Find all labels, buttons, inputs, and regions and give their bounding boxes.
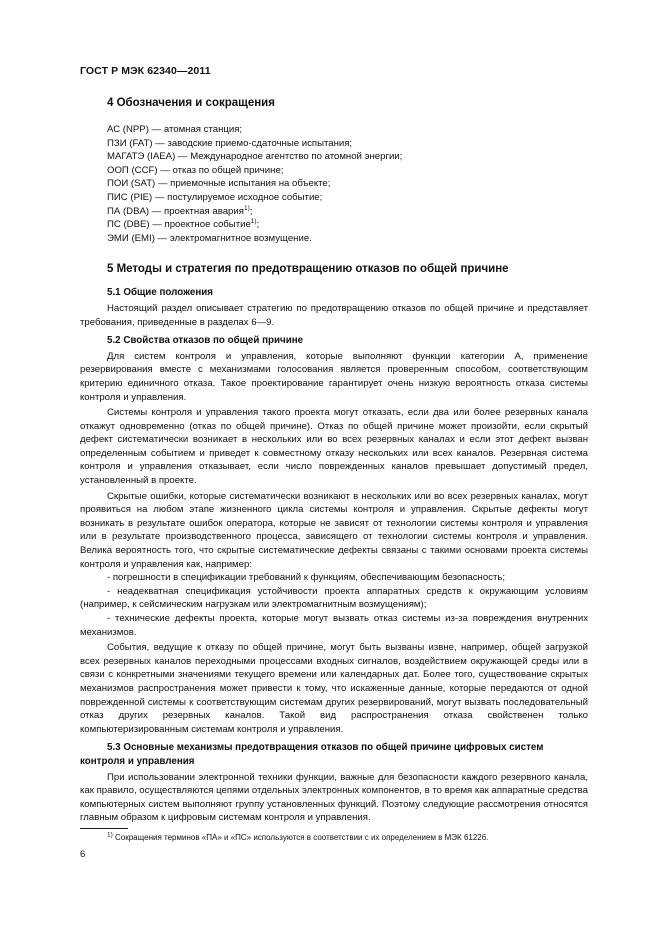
paragraph: Для систем контроля и управления, которые выполняют функции категории А, применение резервирования вместе с механизмами голосования является проверенным способом, соответствующим критерию единичного отказа. Такое проектирование гарантирует очень низкую вероятность отказа системы контроля и управления. bbox=[80, 350, 588, 403]
subsection-5-1-title: 5.1 Общие положения bbox=[107, 287, 214, 299]
list-item: - погрешности в спецификации требований к функциям, обеспечивающим безопасность; bbox=[107, 572, 506, 584]
page-number: 6 bbox=[80, 849, 86, 860]
section-5 bbox=[80, 262, 588, 825]
abbreviation-list bbox=[107, 123, 588, 245]
abbreviation-item-dbe bbox=[107, 218, 588, 232]
abbreviation-text: ПС (DBE) — проектное событие bbox=[107, 219, 251, 231]
page-content bbox=[80, 96, 588, 825]
footnote-mark: 1) bbox=[107, 831, 113, 839]
subsection-5-3-title: 5.3 Основные механизмы предотвращения отказов по общей причине цифровых систем контроля и управления bbox=[80, 742, 544, 767]
footnote bbox=[80, 832, 588, 843]
abbreviation-text: ПА (DBA) — проектная авария bbox=[107, 205, 244, 217]
abbreviation-item: АС (NPP) — атомная станция; bbox=[107, 124, 243, 135]
abbreviation-item: МАГАТЭ (IAEA) — Международное агентство по атомной энергии; bbox=[107, 151, 403, 163]
section-4-title: 4 Обозначения и сокращения bbox=[107, 97, 275, 109]
abbreviation-item: ЭМИ (EMI) — электромагнитное возмущение. bbox=[107, 232, 312, 244]
paragraph: Системы контроля и управления такого проекта могут отказать, если два или более резервных канала откажут одновременно (отказ по общей причине). Отказ по общей причине может произойти, если скрытый дефект систематически возникает в нескольких или во всех резервных каналах и если этот дефект вызван определенным событием и приведет к совместному отказу нескольких или всех каналов. Резервная система контроля и управления отказывает, если число поврежденных каналов превышает допустимый предел, установленный в проекте. bbox=[80, 407, 588, 487]
abbreviation-item: ПОИ (SAT) — приемочные испытания на объекте; bbox=[107, 178, 331, 190]
punctuation: ; bbox=[249, 205, 253, 217]
footnote-text: Сокращения терминов «ПА» и «ПС» используются в соответствии с их определением в МЭК 61226. bbox=[112, 833, 489, 842]
abbreviation-item: ПИС (PIE) — постулируемое исходное событие; bbox=[107, 191, 323, 203]
footnote-ref: 1) bbox=[250, 217, 257, 225]
abbreviation-item-dba bbox=[107, 205, 588, 219]
section-5-title: 5 Методы и стратегия по предотвращению отказов по общей причине bbox=[107, 263, 509, 276]
abbreviation-item: ПЗИ (FAT) — заводские приемо-сдаточные испытания; bbox=[107, 137, 353, 149]
abbreviation-item: ООП (CCF) — отказ по общей причине; bbox=[107, 164, 284, 176]
subsection-5-2-title: 5.2 Свойства отказов по общей причине bbox=[107, 335, 304, 347]
paragraph: События, ведущие к отказу по общей причине, могут быть вызваны извне, например, общей загрузкой всех резервных каналов переходными процессами входных сигналов, воздействием окружающей среды или в связи с конкретными значениями текущего времени или календарных дат. Более того, существование скрытых механизмов распространения может привести к тому, что искаженные данные, которые передаются от одной поврежденной системы к соответствующим системам других резервирований, могут вызвать последовательный отказ других резервных каналов. Такой вид распространения отказа свойственен только компьютеризированным системам контроля и управления. bbox=[80, 642, 588, 735]
paragraph: Настоящий раздел описывает стратегию по предотвращению отказов по общей причине и представляет требования, приведенные в разделах 6—9. bbox=[80, 302, 588, 328]
paragraph: Скрытые ошибки, которые систематически возникают в нескольких или во всех резервных каналах, могут проявиться на любом этапе жизненного цикла системы контроля и управления. Скрытые дефекты могут возникать в результате ошибок оператора, которые не зависят от технологии системы контроля и управления или в результате производственного процесса, зависящего от технологии системы контроля и управления. Велика вероятность того, что скрытые систематические дефекты связаны с такими основами проекта системы контроля и управления как, например: bbox=[80, 490, 588, 570]
punctuation: ; bbox=[256, 219, 260, 231]
paragraph: При использовании электронной техники функции, важные для безопасности каждого резервного канала, как правило, осуществляются цепями отдельных электронных компонентов, в то время как аппаратные средства компьютерных систем выполняют группу установленных функций. Поэтому следующие рассмотрения относятся главным образом к цифровым системам контроля и управления. bbox=[80, 771, 588, 824]
footnote-separator bbox=[80, 828, 128, 829]
list-item: - неадекватная спецификация устойчивости проекта аппаратных средств к окружающим условиям (например, к сейсмическим нагрузкам или электромагнитным возмущениям); bbox=[80, 585, 588, 611]
list-item: - технические дефекты проекта, которые могут вызвать отказ системы из-за повреждения внутренних механизмов. bbox=[80, 613, 588, 638]
running-header: ГОСТ Р МЭК 62340—2011 bbox=[80, 65, 211, 77]
footnote-ref: 1) bbox=[243, 204, 250, 212]
